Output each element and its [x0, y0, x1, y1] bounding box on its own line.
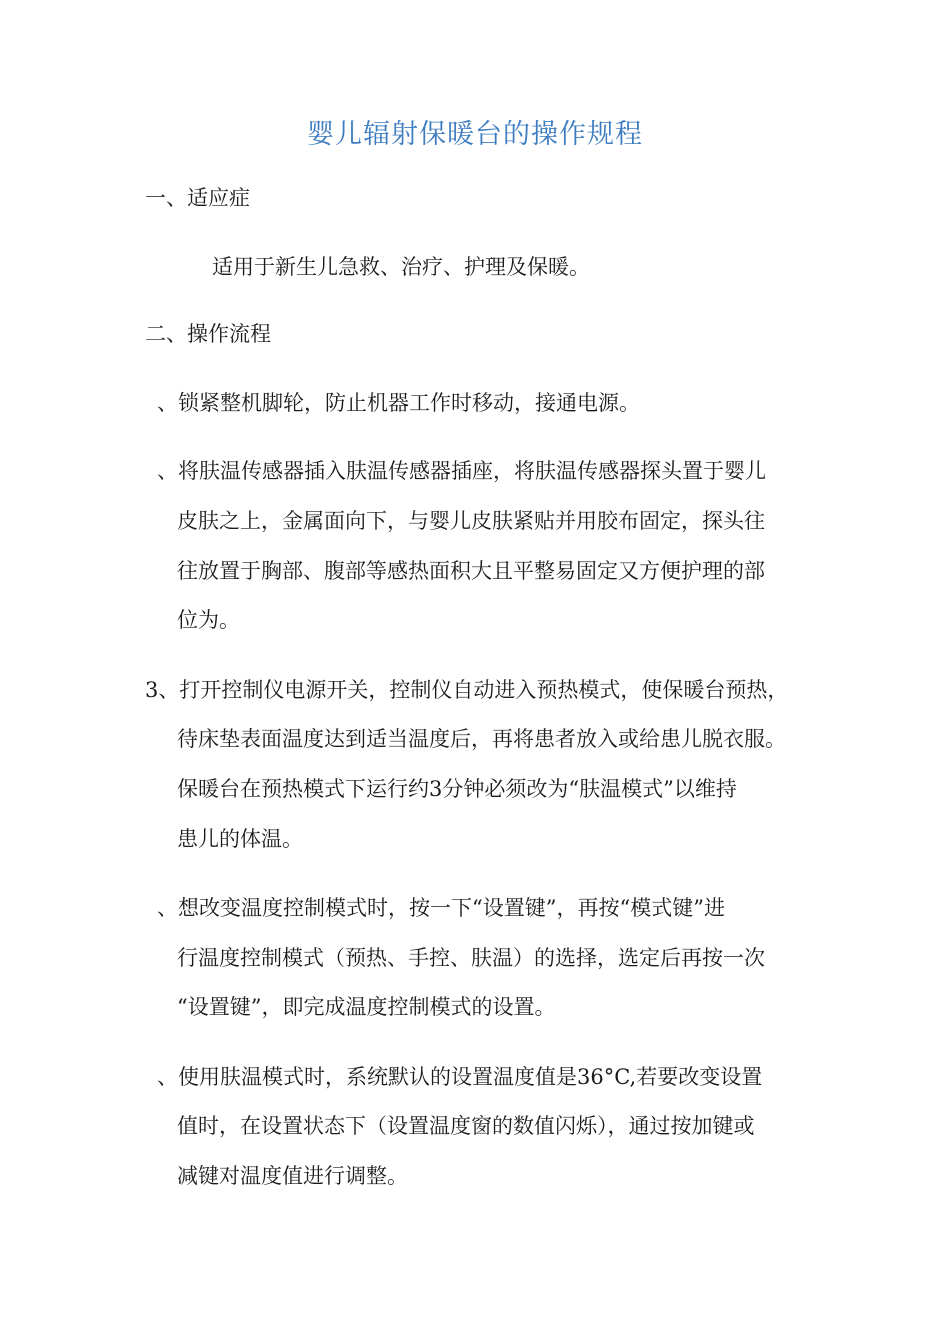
procedure-step-line: 、使用肤温模式时，系统默认的设置温度值是36°C,若要改变设置	[157, 1065, 763, 1089]
procedure-step-line: 3、打开控制仪电源开关，控制仪自动进入预热模式，使保暖台预热，	[145, 678, 789, 702]
procedure-step-line: 往放置于胸部、腹部等感热面积大且平整易固定又方便护理的部	[177, 559, 765, 583]
section-body-indications: 适用于新生儿急救、治疗、护理及保暖。	[212, 255, 590, 279]
procedure-step-line: 减键对温度值进行调整。	[177, 1164, 408, 1188]
procedure-step-line: 待床垫表面温度达到适当温度后，再将患者放入或给患儿脱衣服。	[177, 727, 786, 751]
section-heading-indications: 一、适应症	[145, 186, 250, 210]
procedure-step-line: 保暖台在预热模式下运行约3分钟必须改为“肤温模式”以维持	[177, 777, 737, 801]
procedure-step-line: 位为。	[177, 608, 240, 632]
procedure-step-line: 值时，在设置状态下（设置温度窗的数值闪烁），通过按加键或	[177, 1114, 755, 1138]
procedure-step-line: 、想改变温度控制模式时，按一下“设置键”，再按“模式键”进	[157, 896, 725, 920]
section-heading-procedure: 二、操作流程	[145, 322, 271, 346]
procedure-step-line: 皮肤之上，金属面向下，与婴儿皮肤紧贴并用胶布固定，探头往	[177, 509, 765, 533]
procedure-step-line: “设置键”，即完成温度控制模式的设置。	[177, 995, 556, 1019]
document-title: 婴儿辐射保暖台的操作规程	[307, 119, 643, 150]
procedure-step-line: 、将肤温传感器插入肤温传感器插座，将肤温传感器探头置于婴儿	[157, 459, 766, 483]
procedure-step-line: 行温度控制模式（预热、手控、肤温）的选择，选定后再按一次	[177, 946, 765, 970]
procedure-step-line: 、锁紧整机脚轮，防止机器工作时移动，接通电源。	[157, 391, 640, 415]
procedure-step-line: 患儿的体温。	[177, 827, 303, 851]
